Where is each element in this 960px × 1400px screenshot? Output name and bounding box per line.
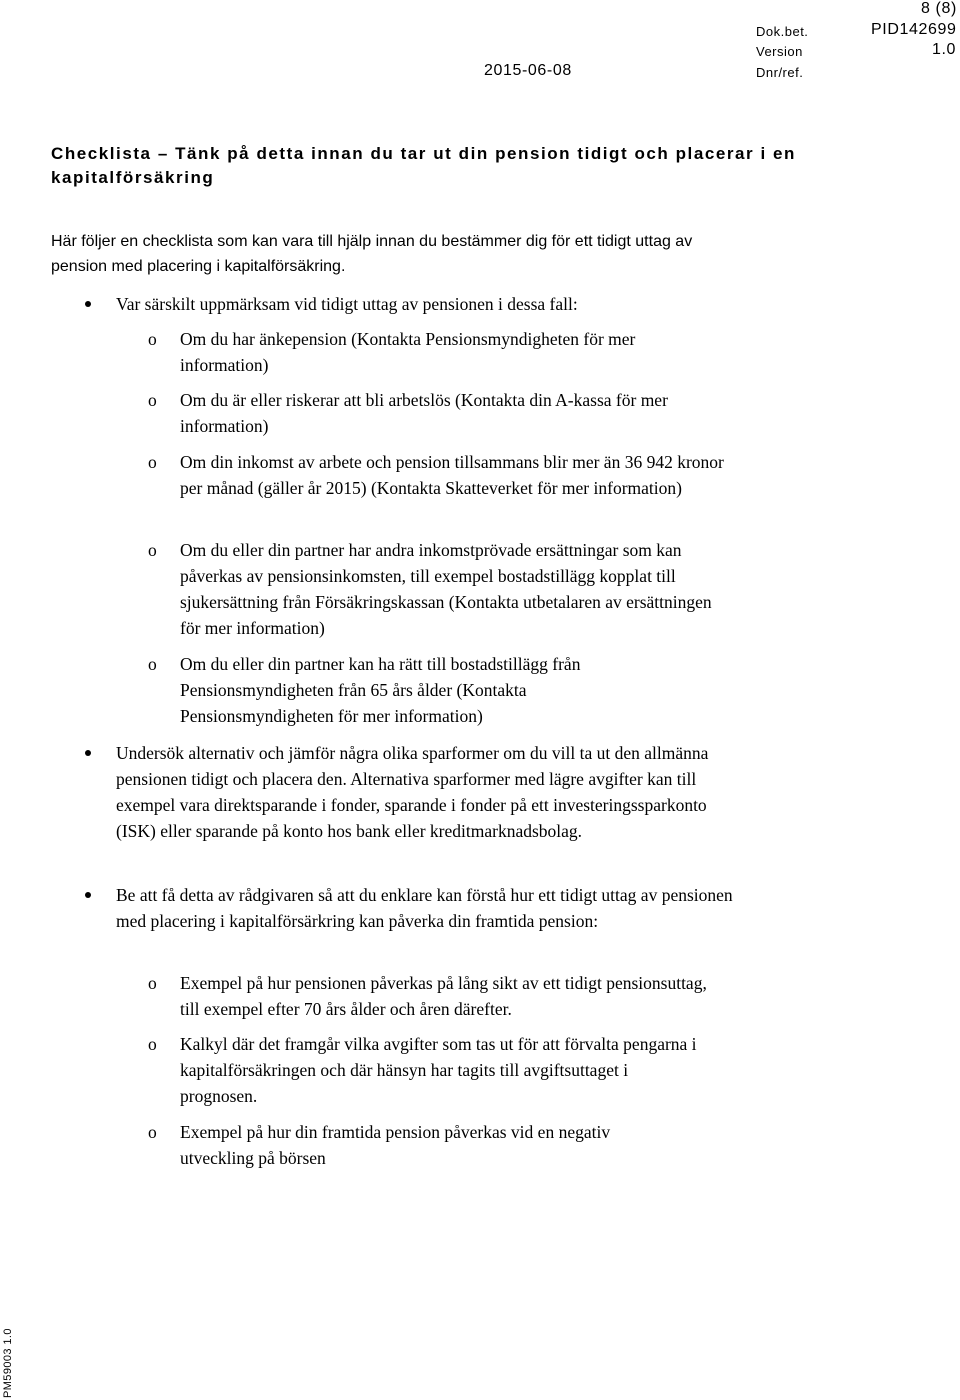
bullet-1-text: Var särskilt uppmärksam vid tidigt uttag av pensionen i dessa fall: — [116, 294, 578, 314]
bullet-2-text: Undersök alternativ och jämför några olika sparformer om du vill ta ut den allmänna pensionen tidigt och placera den. Alternativa sparformer med lägre avgifter kan till exempel vara direktsparande i fonder, sparande i fonder på ett investeringssparkonto (ISK) eller sparande på konto hos bank eller kreditmarknadsbolag. — [116, 743, 709, 841]
bullet-3-item-1: Exempel på hur pensionen påverkas på lång sikt av ett tidigt pensionsuttag, till exempel efter 70 års ålder och åren därefter. — [180, 973, 707, 1019]
bullet-icon — [85, 892, 91, 898]
bullet-1-item-2: Om du är eller riskerar att bli arbetslös (Kontakta din A-kassa för mer information) — [180, 390, 668, 436]
dnr-label: Dnr/ref. — [756, 65, 804, 80]
sub-marker: o — [148, 329, 157, 349]
bullet-3-item-3: Exempel på hur din framtida pension påverkas vid en negativ utveckling på börsen — [180, 1122, 611, 1168]
doc-label: Dok.bet. — [756, 24, 809, 39]
bullet-1-item-4: Om du eller din partner har andra inkomstprövade ersättningar som kan påverkas av pensionsinkomsten, till exempel bostadstillägg kopplat till sjukersättning från Försäkringskassan (Kontakta utbetalaren av ersättningen för mer information) — [180, 540, 712, 638]
bullet-icon — [85, 750, 91, 756]
sub-marker: o — [148, 1122, 157, 1142]
intro-text: Här följer en checklista som kan vara till hjälp innan du bestämmer dig för ett tidigt uttag av pension med placering i kapitalförsäkring. — [51, 233, 693, 275]
sub-marker: o — [148, 973, 157, 993]
document-date: 2015-06-08 — [484, 62, 572, 79]
version-value: 1.0 — [932, 41, 957, 58]
page-title: Checklista – Tänk på detta innan du tar ut din pension tidigt och placerar i en kapitalförsäkring — [51, 144, 796, 187]
bullet-1-item-3: Om din inkomst av arbete och pension tillsammans blir mer än 36 942 kronor per månad (gäller år 2015) (Kontakta Skatteverket för mer information) — [180, 452, 724, 498]
sub-marker: o — [148, 540, 157, 560]
sub-marker: o — [148, 1034, 157, 1054]
bullet-1-item-5: Om du eller din partner kan ha rätt till bostadstillägg från Pensionsmyndigheten från 65 års ålder (Kontakta Pensionsmyndigheten för mer information) — [180, 654, 581, 726]
form-code: PM59003 1.0 — [2, 1328, 14, 1398]
sub-marker: o — [148, 654, 157, 674]
page-number: 8 (8) — [921, 0, 957, 17]
sub-marker: o — [148, 390, 157, 410]
doc-id: PID142699 — [871, 21, 957, 38]
version-label: Version — [756, 44, 803, 59]
bullet-3-item-2: Kalkyl där det framgår vilka avgifter som tas ut för att förvalta pengarna i kapitalförsäkringen och där hänsyn har tagits till avgiftsuttaget i prognosen. — [180, 1034, 697, 1106]
sub-marker: o — [148, 452, 157, 472]
bullet-icon — [85, 301, 91, 307]
bullet-1-item-1: Om du har änkepension (Kontakta Pensionsmyndigheten för mer information) — [180, 329, 636, 375]
bullet-3-text: Be att få detta av rådgivaren så att du enklare kan förstå hur ett tidigt uttag av pensionen med placering i kapitalförsärkring kan påverka din framtida pension: — [116, 885, 733, 931]
